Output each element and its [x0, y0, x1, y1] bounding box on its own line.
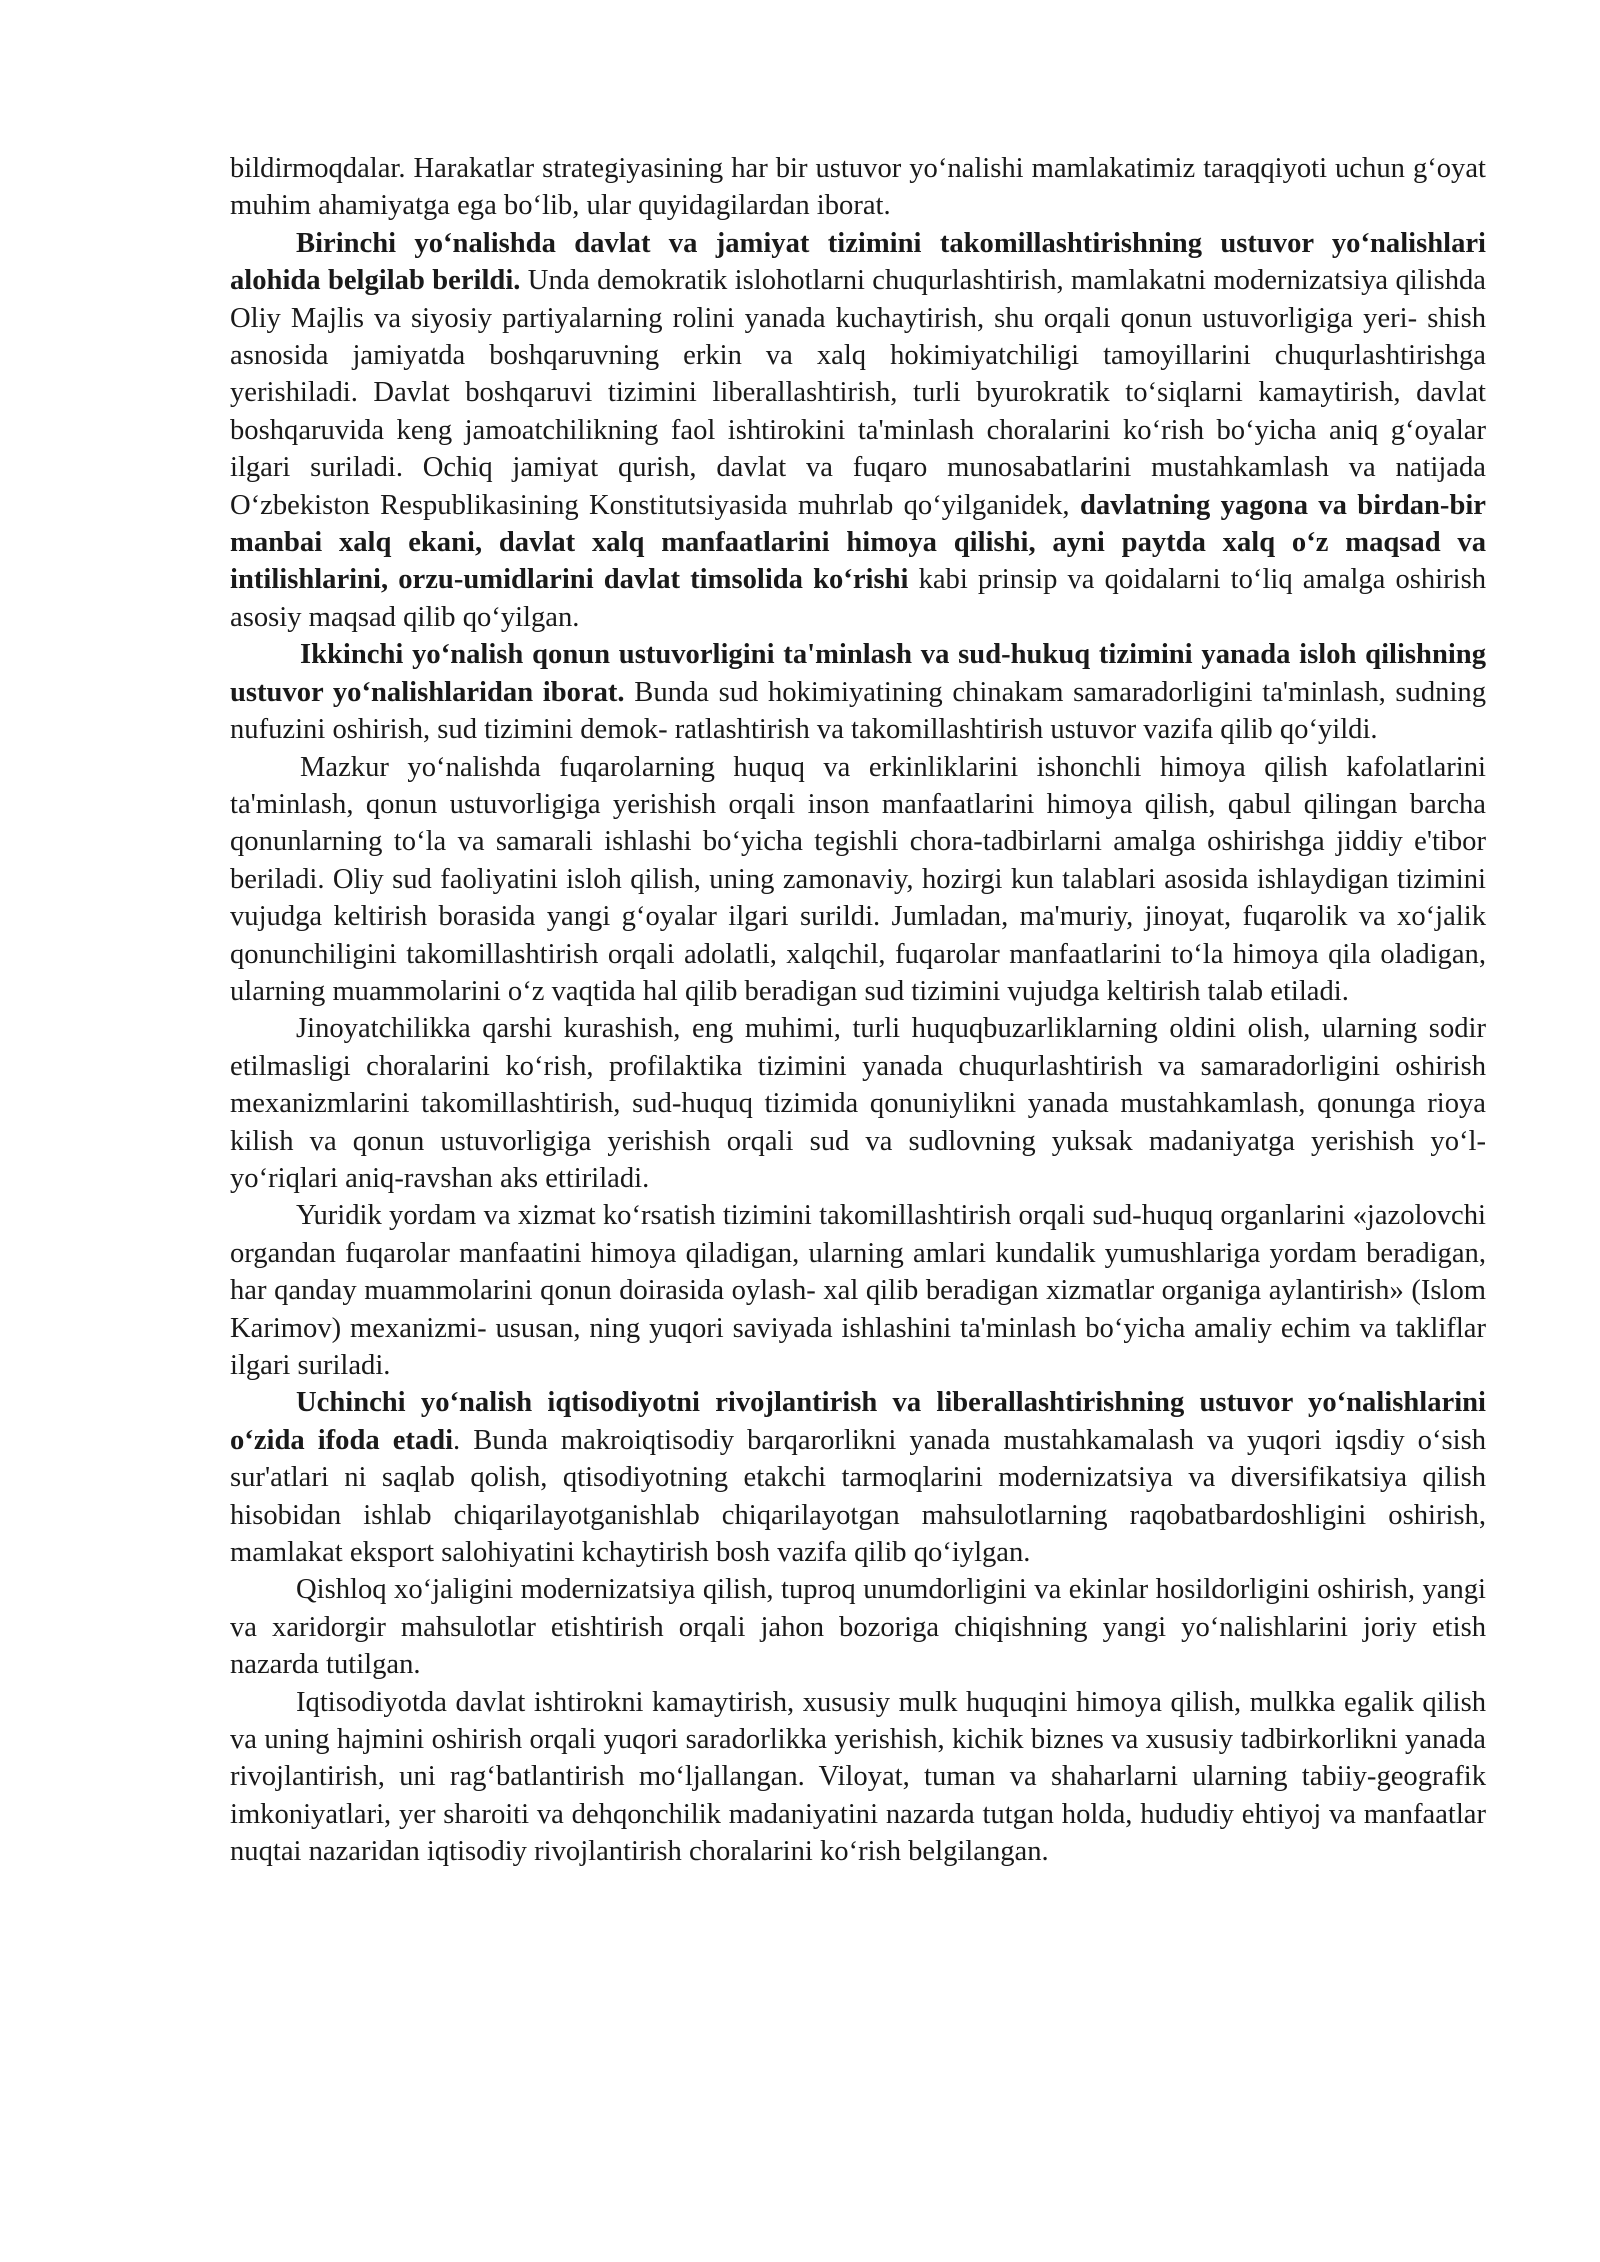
- bold-heading-third-direction: Uchinchi yo‘nalish iqtisodiyotni rivojlantirish va liberallashtirishning ustuvor yo‘nalishlarini o‘zida ifoda etadi: [230, 1387, 1486, 1456]
- paragraph-text: . Bunda makroiqtisodiy barqarorlikni yanada mustahkamalash va yuqori iqsdiy o‘sish sur'atlari ni saqlab qolish, qtisodiyotning etakchi tarmoqlarini modernizatsiya va diversifikatsiya qilish hisobidan ishlab chiqarilayotganishlab chiqarilayotgan mahsulotlarning raqobatbardoshligini oshirish, mamlakat eksport salohiyatini kchaytirish bosh vazifa qilib qo‘iylgan.: [230, 1424, 1486, 1569]
- paragraph-text: Iqtisodiyotda davlat ishtirokni kamaytirish, xususiy mulk huquqini himoya qilish, mulkka egalik qilish va uning hajmini oshirish orqali yuqori saradorlikka yerishish, kichik biznes va xususiy tadbirkorlikni yanada rivojlantirish, uni rag‘batlantirish mo‘ljallangan. Viloyat, tuman va shaharlarni ularning tabiiy-geografik imkoniyatlari, yer sharoiti va dehqonchilik madaniyatini nazarda tutgan holda, hududiy ehtiyoj va manfaatlar nuqtai nazaridan iqtisodiy rivojlantirish choralarini ko‘rish belgilangan.: [230, 1686, 1486, 1868]
- paragraph-text: Yuridik yordam va xizmat ko‘rsatish tizimini takomillashtirish orqali sud-huquq organlarini «jazolovchi organdan fuqarolar manfaatini himoya qiladigan, ularning amlari kundalik yumushlariga yordam beradigan, har qanday muammolarini qonun doirasida oylash- xal qilib beradigan xizmatlar organiga aylantirish» (Islom Karimov) mexanizmi- ususan, ning yuqori saviyada ishlashini ta'minlash bo‘yicha amaliy echim va takliflar ilgari suriladi.: [230, 1200, 1486, 1381]
- paragraph-text: kabi prinsip va qoidalarni to‘liq amalga oshirish asosiy maqsad qilib qo‘yilgan.: [230, 564, 1487, 633]
- paragraph-legal-aid: [230, 1197, 1486, 1384]
- paragraph-text: bildirmoqdalar. Harakatlar strategiyasining har bir ustuvor yo‘nalishi mamlakatimiz taraqqiyoti uchun g‘oyat muhim ahamiyatga ega bo‘lib, ular quyidagilardan iborat.: [230, 153, 1486, 222]
- paragraph-first-direction: [230, 225, 1486, 636]
- bold-heading-first-direction: Birinchi yo‘nalishda davlat va jamiyat tizimini takomillashtirishning ustuvor yo‘nalishlari alohida belgilab berildi.: [230, 227, 1486, 297]
- paragraph-text: Jinoyatchilikka qarshi kurashish, eng muhimi, turli huquqbuzarliklarning oldini olish, ularning sodir etilmasligi choralarini ko‘rish, profilaktika tizimini yanada chuqurlashtirish va samaradorligini oshirish mexanizmlarini takomillashtirish, sud-huquq tizimida qonuniylikni yanada mustahkamlash, qonunga rioya kilish va qonun ustuvorligiga yerishish orqali sud va sudlovning yuksak madaniyatga yerishish yo‘l-yo‘riqlari aniq-ravshan aks ettiriladi.: [230, 1013, 1486, 1194]
- paragraph-third-direction: [230, 1384, 1486, 1571]
- paragraph-crime-prevention: [230, 1010, 1486, 1197]
- paragraph-second-direction: [230, 636, 1486, 748]
- paragraph-text: Qishloq xo‘jaligini modernizatsiya qilish, tuproq unumdorligini va ekinlar hosildorligini oshirish, yangi va xaridorgir mahsulotlar etishtirish orqali jahon bozoriga chiqishning yangi yo‘nalishlarini joriy etish nazarda tutilgan.: [230, 1574, 1486, 1681]
- bold-principle-text: davlatning yagona va birdan-bir manbai xalq ekani, davlat xalq manfaatlarini himoya qilishi, ayni paytda xalq o‘z maqsad va intilishlarini, orzu-umidlarini davlat timsolida ko‘rishi: [230, 489, 1486, 596]
- paragraph-intro: [230, 150, 1486, 225]
- paragraph-text: Bunda sud hokimiyatining chinakam samaradorligini ta'minlash, sudning nufuzini oshirish, sud tizimini demok- ratlashtirish va takomillashtirish ustuvor vazifa qilib qo‘yildi.: [230, 676, 1486, 746]
- paragraph-agriculture: [230, 1571, 1486, 1683]
- paragraph-text: Mazkur yo‘nalishda fuqarolarning huquq va erkinliklarini ishonchli himoya qilish kafolatlarini ta'minlash, qonun ustuvorligiga yerishish orqali inson manfaatlarini himoya qilish, qabul qilingan barcha qonunlarning to‘la va samarali ishlashi bo‘yicha tegishli chora-tadbirlarni amalga oshirishga jiddiy e'tibor beriladi. Oliy sud faoliyatini isloh qilish, uning zamonaviy, hozirgi kun talablari asosida ishlaydigan tizimini vujudga keltirish borasida yangi g‘oyalar ilgari surildi. Jumladan, ma'muriy, jinoyat, fuqarolik va xo‘jalik qonunchiligini takomillashtirish orqali adolatli, xalqchil, fuqarolar manfaatlarini to‘la himoya qila oladigan, ularning muammolarini o‘z vaqtida hal qilib beradigan sud tizimini vujudga keltirish talab etiladi.: [230, 751, 1486, 1007]
- document-page: [230, 150, 1486, 1871]
- bold-heading-second-direction: Ikkinchi yo‘nalish qonun ustuvorligini ta'minlash va sud-hukuq tizimini yanada isloh qilishning ustuvor yo‘nalishlaridan iborat.: [230, 639, 1486, 708]
- paragraph-text: Unda demokratik islohotlarni chuqurlashtirish, mamlakatni modernizatsiya qilishda Oliy Majlis va siyosiy partiyalarning rolini yanada kuchaytirish, shu orqali qonun ustuvorligiga yeri- shish asnosida jamiyatda boshqaruvning erkin va xalq hokimiyatchiligi tamoyillarini chuqurlashtirishga yerishiladi. Davlat boshqaruvi tizimini liberallashtirish, turli byurokratik to‘siqlarni kamaytirish, davlat boshqaruvida keng jamoatchilikning faol ishtirokini ta'minlash choralarini ko‘rish bo‘yicha aniq g‘oyalar ilgari suriladi. Ochiq jamiyat qurish, davlat va fuqaro munosabatlarini mustahkamlash va natijada O‘zbekiston Respublikasining Konstitutsiyasida muhrlab qo‘yilganidek,: [230, 265, 1486, 521]
- paragraph-economy-state: [230, 1684, 1486, 1871]
- paragraph-rights-protection: [230, 749, 1486, 1011]
